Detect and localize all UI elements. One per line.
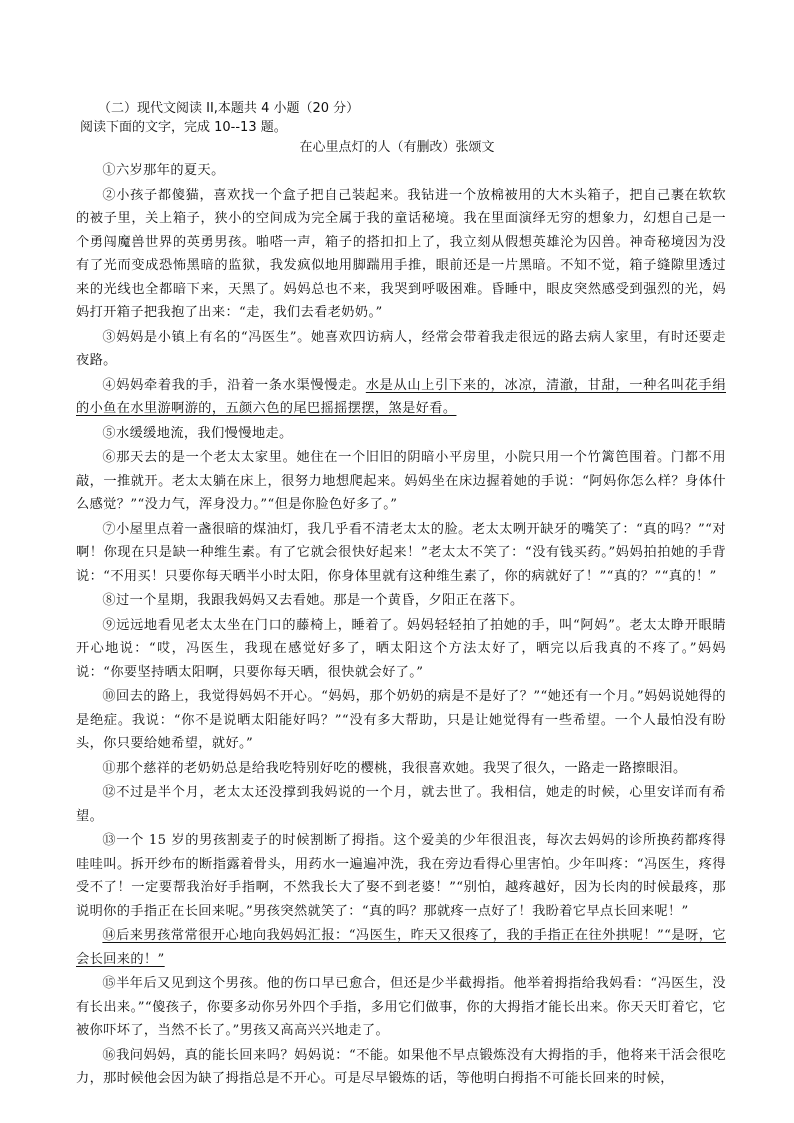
article-paragraph (76, 614, 726, 685)
article-paragraph (76, 685, 726, 756)
paragraph-text: ①六岁那年的夏天。 (102, 163, 225, 178)
article-paragraph (76, 374, 726, 421)
paragraph-text: ⑧过一个星期，我跟我妈妈又去看她。那是一个黄昏，夕阳正在落下。 (102, 593, 524, 608)
paragraph-text: ⑩回去的路上，我觉得妈妈不开心。“妈妈，那个奶奶的病是不是好了？”“她还有一个月。”妈妈说她得的是绝症。我说：“你不是说晒太阳能好吗？”“没有多大帮助，只是让她觉得有一些希望。一个人最怕没有盼头，你只要给她希望，就好。” (76, 689, 726, 751)
article-paragraph (76, 446, 726, 517)
paragraph-text: ⑤水缓缓地流，我们慢慢地走。 (102, 425, 293, 441)
article-paragraph (76, 518, 726, 589)
question-instruction: 阅读下面的文字，完成 10--13 题。 (80, 120, 287, 135)
article-paragraph (76, 972, 726, 1043)
paragraph-text: ⑨远远地看见老太太坐在门口的藤椅上，睡着了。妈妈轻轻拍了拍她的手，叫“阿妈”。老太太睁开眼睛开心地说：“哎，冯医生，我现在感觉好多了，晒太阳这个方法太好了，晒完以后我真的不疼了。”妈妈说：“你要坚持晒太阳啊，只要你每天晒，很快就会好了。” (76, 617, 726, 680)
article-paragraph (76, 1044, 726, 1091)
article-paragraph (76, 589, 726, 613)
paragraph-text: ⑯我问妈妈，真的能长回来吗？妈妈说：“不能。如果他不早点锻炼没有大拇指的手，他将来干活会很吃力，那时候他会因为缺了拇指总是不开心。可是尽早锻炼的话，等他明白拇指不可能长回来的时候， (76, 1047, 726, 1086)
article-body (76, 159, 726, 1092)
paragraph-text: ③妈妈是小镇上有名的“冯医生”。她喜欢四访病人，经常会带着我走很远的路去病人家里，有时还要走夜路。 (76, 329, 726, 368)
article-paragraph (76, 924, 726, 971)
article-paragraph (76, 326, 726, 373)
paragraph-text: ⑦小屋里点着一盏很暗的煤油灯，我几乎看不清老太太的脸。老太太咧开缺牙的嘴笑了：“真的吗？”“对啊！你现在只是缺一种维生素。有了它就会很快好起来！”老太太不笑了：“没有钱买药。”妈妈拍拍她的手背说：“不用买！只要你每天晒半小时太阳，你身体里就有这种维生素了，你的病就好了！”“真的？”“真的！” (76, 521, 726, 584)
paragraph-text: ②小孩子都傻猫，喜欢找一个盒子把自己装起来。我钻进一个放棉被用的大木头箱子，把自己裹在软软的被子里，关上箱子，狭小的空间成为完全属于我的童话秘境。我在里面演绎无穷的想象力，幻想自己是一个勇闯魔兽世界的英勇男孩。啪嗒一声，箱子的搭扣扣上了，我立刻从假想英雄沦为囚兽。神奇秘境因为没有了光而变成恐怖黑暗的监狱，我发疯似地用脚踹用手推，眼前还是一片黑暗。不知不觉，箱子缝隙里透过来的光线也全都暗下来，天黑了。妈妈总也不来，我哭到呼吸困难。昏睡中，眼皮突然感受到强烈的光，妈妈打开箱子把我抱了出来：“走，我们去看老奶奶。” (76, 187, 726, 320)
paragraph-text: ⑮半年后又见到这个男孩。他的伤口早已愈合，但还是少半截拇指。他举着拇指给我妈看：“冯医生，没有长出来。”“傻孩子，你要多动你另外四个手指，多用它们做事，你的大拇指才能长出来。你天天盯着它，它被你吓坏了，当然不长了。”男孩又高高兴兴地走了。 (76, 976, 726, 1038)
article-paragraph (76, 829, 726, 923)
article-paragraph (76, 184, 726, 325)
paragraph-text: ⑫不过是半个月，老太太还没撑到我妈说的一个月，就去世了。我相信，她走的时候，心里安详而有希望。 (76, 785, 726, 824)
underlined-passage: 水是从山上引下来的，冰凉，清澈，甘甜，一种名叫花手绢的小鱼在水里游啊游的，五颜六色的尾巴摇摇摆摆，煞是好看。 (76, 377, 726, 416)
paragraph-text: ⑪那个慈祥的老奶奶总是给我吃特别好吃的樱桃，我很喜欢她。我哭了很久，一路走一路擦眼泪。 (102, 760, 687, 776)
article-paragraph (76, 422, 726, 446)
underlined-passage: ⑭后来男孩常常很开心地向我妈妈汇报：“冯医生，昨天又很疼了，我的手指正在往外拱呢！”“是呀，它会长回来的！” (76, 928, 726, 967)
paragraph-text: ⑬一个 15 岁的男孩割麦子的时候割断了拇指。这个爱美的少年很沮丧，每次去妈妈的诊所换药都疼得哇哇叫。拆开纱布的断指露着骨头，用药水一遍遍冲洗，我在旁边看得心里害怕。少年叫疼：“冯医生，疼得受不了！一定要帮我治好手指啊，不然我长大了娶不到老婆！”“别怕，越疼越好，因为长肉的时候最疼，那说明你的手指正在长回来呢。”男孩突然就笑了：“真的吗？那就疼一点好了！我盼着它早点长回来呢！” (76, 833, 726, 919)
article-paragraph (76, 757, 726, 781)
paragraph-text: ④妈妈牵着我的手，沿着一条水渠慢慢走。 (102, 377, 366, 393)
section-heading: （二）现代文阅读 II,本题共 4 小题（20 分） (98, 101, 360, 116)
article-paragraph (76, 159, 726, 183)
article-title: 在心里点灯的人（有删改）张颂文 (299, 140, 495, 155)
paragraph-text: ⑥那天去的是一个老太太家里。她住在一个旧旧的阴暗小平房里，小院只用一个竹篱笆围着。门都不用敲，一推就开。老太太躺在床上，很努力地想爬起来。妈妈坐在床边握着她的手说：“阿妈你怎么样？身体什么感觉？”“没力气，浑身没力。”“但是你脸色好多了。” (76, 450, 726, 512)
article-paragraph (76, 781, 726, 828)
